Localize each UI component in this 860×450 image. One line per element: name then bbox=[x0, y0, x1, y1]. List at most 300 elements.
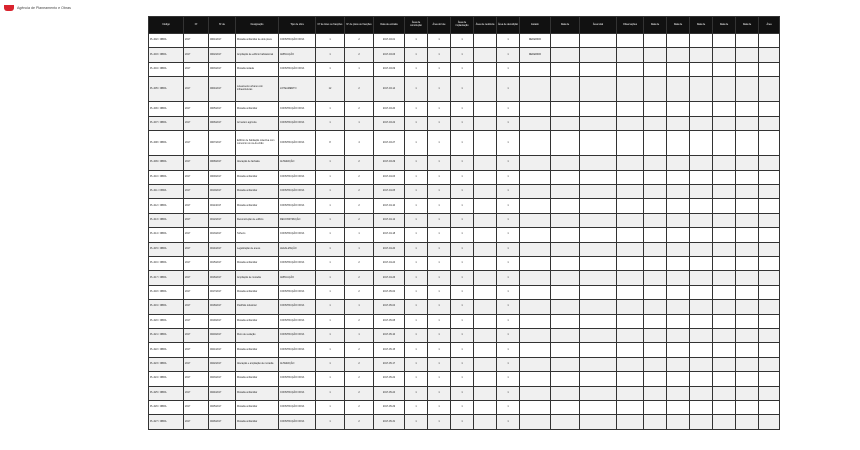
table-cell bbox=[617, 34, 644, 48]
table-cell: 1 bbox=[451, 343, 474, 357]
table-cell bbox=[759, 256, 780, 270]
table-cell: AMPLIAÇÃO bbox=[279, 271, 316, 285]
table-cell: 2017 bbox=[184, 102, 209, 116]
table-cell bbox=[644, 314, 667, 328]
table-cell bbox=[617, 343, 644, 357]
table-cell bbox=[736, 116, 759, 130]
table-cell: 2 bbox=[345, 256, 374, 270]
table-cell: 2017-03-29 bbox=[374, 156, 405, 170]
table-cell: CONSTRUÇÃO NOVA bbox=[279, 131, 316, 156]
table-cell: 2017-05-24 bbox=[374, 386, 405, 400]
table-cell bbox=[520, 156, 551, 170]
table-cell: 1 bbox=[451, 242, 474, 256]
table-cell: 1 bbox=[405, 170, 428, 184]
table-cell: 1 bbox=[497, 62, 520, 76]
table-cell: 1 bbox=[316, 228, 345, 242]
table-cell: Moradia unifamiliar bbox=[236, 102, 279, 116]
table-cell bbox=[736, 314, 759, 328]
table-cell bbox=[520, 372, 551, 386]
table-cell bbox=[736, 77, 759, 102]
table-cell: 0008/2017 bbox=[209, 156, 236, 170]
table-cell bbox=[736, 328, 759, 342]
table-cell: 2 bbox=[345, 156, 374, 170]
table-cell: 1 bbox=[428, 116, 451, 130]
table-cell bbox=[713, 102, 736, 116]
table-cell bbox=[474, 131, 497, 156]
column-header: Data de bbox=[736, 17, 759, 34]
table-cell: 2 bbox=[345, 213, 374, 227]
table-cell bbox=[617, 300, 644, 314]
table-cell: 1 bbox=[497, 256, 520, 270]
table-cell: 1 bbox=[345, 62, 374, 76]
table-cell bbox=[713, 343, 736, 357]
table-cell: 1 bbox=[451, 314, 474, 328]
table-cell bbox=[551, 271, 580, 285]
table-cell bbox=[474, 228, 497, 242]
table-cell: CONSTRUÇÃO NOVA bbox=[279, 401, 316, 415]
table-cell bbox=[667, 62, 690, 76]
table-cell: PL-005 / OBRA bbox=[149, 77, 184, 102]
table-cell: 1 bbox=[451, 328, 474, 342]
table-cell bbox=[759, 48, 780, 62]
table-cell bbox=[667, 131, 690, 156]
table-cell: 2 bbox=[345, 314, 374, 328]
table-cell bbox=[580, 328, 617, 342]
table-cell: 2017 bbox=[184, 34, 209, 48]
table-cell bbox=[551, 242, 580, 256]
table-cell: PL-006 / OBRA bbox=[149, 102, 184, 116]
table-cell bbox=[667, 386, 690, 400]
table-cell: 0021/2017 bbox=[209, 343, 236, 357]
table-cell: Loteamento urbano com infraestruturas bbox=[236, 77, 279, 102]
table-cell: 1 bbox=[497, 242, 520, 256]
table-cell: Telheiro bbox=[236, 228, 279, 242]
table-cell: 2017 bbox=[184, 184, 209, 198]
table-cell bbox=[551, 415, 580, 430]
table-cell: 1 bbox=[405, 401, 428, 415]
table-cell bbox=[474, 386, 497, 400]
table-cell: 1 bbox=[405, 372, 428, 386]
table-row bbox=[149, 328, 780, 342]
table-cell: CONSTRUÇÃO NOVA bbox=[279, 386, 316, 400]
table-cell bbox=[644, 256, 667, 270]
table-cell bbox=[520, 386, 551, 400]
table-cell bbox=[580, 242, 617, 256]
table-cell: Moradia isolada bbox=[236, 62, 279, 76]
table-cell: 2 bbox=[345, 34, 374, 48]
table-row bbox=[149, 102, 780, 116]
table-cell bbox=[644, 386, 667, 400]
table-cell: 2017 bbox=[184, 48, 209, 62]
table-cell: 2017-04-10 bbox=[374, 199, 405, 213]
table-cell bbox=[474, 314, 497, 328]
table-cell: 1 bbox=[451, 131, 474, 156]
table-row bbox=[149, 372, 780, 386]
column-header: Nº de bbox=[209, 17, 236, 34]
table-cell: 0011/2017 bbox=[209, 199, 236, 213]
table-cell bbox=[759, 314, 780, 328]
table-cell: 1 bbox=[405, 256, 428, 270]
table-cell bbox=[520, 184, 551, 198]
table-cell bbox=[759, 34, 780, 48]
table-cell bbox=[690, 328, 713, 342]
table-cell bbox=[551, 77, 580, 102]
table-cell bbox=[617, 116, 644, 130]
table-cell bbox=[667, 228, 690, 242]
table-cell: CONSTRUÇÃO NOVA bbox=[279, 116, 316, 130]
table-cell bbox=[736, 415, 759, 430]
table-cell bbox=[617, 372, 644, 386]
table-cell: PL-015 / OBRA bbox=[149, 242, 184, 256]
table-cell: 2017 bbox=[184, 328, 209, 342]
table-cell bbox=[736, 213, 759, 227]
column-header: Data de bbox=[713, 17, 736, 34]
table-cell: PL-008 / OBRA bbox=[149, 131, 184, 156]
table-cell bbox=[690, 314, 713, 328]
table-cell bbox=[580, 62, 617, 76]
table-cell bbox=[736, 300, 759, 314]
table-cell bbox=[644, 34, 667, 48]
table-cell: 1 bbox=[405, 131, 428, 156]
table-cell bbox=[474, 343, 497, 357]
table-cell bbox=[759, 401, 780, 415]
table-cell bbox=[551, 34, 580, 48]
table-cell bbox=[667, 401, 690, 415]
table-cell bbox=[617, 131, 644, 156]
table-cell bbox=[520, 77, 551, 102]
table-cell: 1 bbox=[497, 116, 520, 130]
column-header: Observações bbox=[617, 17, 644, 34]
table-cell: 1 bbox=[497, 228, 520, 242]
table-cell bbox=[617, 271, 644, 285]
column-header: Data de bbox=[644, 17, 667, 34]
table-cell: 0024/2017 bbox=[209, 386, 236, 400]
table-cell bbox=[551, 328, 580, 342]
table-cell: PL-002 / OBRA bbox=[149, 34, 184, 48]
table-cell bbox=[520, 131, 551, 156]
table-cell bbox=[551, 184, 580, 198]
table-cell: 1 bbox=[428, 300, 451, 314]
table-cell bbox=[713, 62, 736, 76]
table-cell: 2017-03-22 bbox=[374, 116, 405, 130]
table-cell bbox=[644, 213, 667, 227]
table-cell: 1 bbox=[316, 116, 345, 130]
table-cell bbox=[644, 102, 667, 116]
table-cell: PL-016 / OBRA bbox=[149, 256, 184, 270]
table-cell: 1 bbox=[345, 116, 374, 130]
table-cell: 1 bbox=[405, 34, 428, 48]
table-cell bbox=[617, 242, 644, 256]
table-cell bbox=[690, 184, 713, 198]
table-cell: 1 bbox=[451, 271, 474, 285]
table-cell: PL-014 / OBRA bbox=[149, 228, 184, 242]
table-cell bbox=[580, 199, 617, 213]
column-header: Nº de pisos ou fracções bbox=[345, 17, 374, 34]
table-cell: 2017-04-24 bbox=[374, 256, 405, 270]
table-cell bbox=[551, 199, 580, 213]
table-cell bbox=[713, 77, 736, 102]
table-cell: 2017-05-31 bbox=[374, 415, 405, 430]
table-cell: 1 bbox=[428, 314, 451, 328]
table-cell: 1 bbox=[316, 372, 345, 386]
table-cell: 2017-05-10 bbox=[374, 328, 405, 342]
table-cell bbox=[644, 372, 667, 386]
table-cell: 1 bbox=[497, 271, 520, 285]
table-cell bbox=[713, 256, 736, 270]
table-cell: 0012/2017 bbox=[209, 213, 236, 227]
table-cell bbox=[736, 386, 759, 400]
permits-table bbox=[148, 16, 780, 430]
table-cell: 2017 bbox=[184, 213, 209, 227]
table-cell: 1 bbox=[451, 48, 474, 62]
table-cell bbox=[690, 156, 713, 170]
table-cell: 1 bbox=[428, 170, 451, 184]
table-cell bbox=[644, 131, 667, 156]
table-cell: 1 bbox=[345, 300, 374, 314]
table-cell: PL-019 / OBRA bbox=[149, 300, 184, 314]
table-row bbox=[149, 131, 780, 156]
table-cell: 1 bbox=[497, 357, 520, 371]
table-cell bbox=[713, 156, 736, 170]
column-header: Área bbox=[759, 17, 780, 34]
table-cell bbox=[736, 271, 759, 285]
table-cell: PL-011 / OBRA bbox=[149, 184, 184, 198]
table-cell bbox=[551, 228, 580, 242]
table-cell: 2 bbox=[345, 102, 374, 116]
table-cell: 1 bbox=[451, 62, 474, 76]
table-cell bbox=[667, 271, 690, 285]
table-cell bbox=[551, 156, 580, 170]
table-cell: Moradia unifamiliar bbox=[236, 184, 279, 198]
table-cell bbox=[690, 357, 713, 371]
table-cell: 2 bbox=[345, 77, 374, 102]
table-cell: Moradia unifamiliar de dois pisos bbox=[236, 34, 279, 48]
table-cell bbox=[551, 401, 580, 415]
table-cell bbox=[474, 271, 497, 285]
table-cell: 1 bbox=[451, 386, 474, 400]
table-cell: 1 bbox=[451, 34, 474, 48]
table-cell bbox=[713, 34, 736, 48]
table-cell: 1 bbox=[428, 34, 451, 48]
table-cell: 2017-05-04 bbox=[374, 300, 405, 314]
table-cell bbox=[667, 199, 690, 213]
table-cell: 2017-05-08 bbox=[374, 314, 405, 328]
table-cell bbox=[644, 242, 667, 256]
table-cell bbox=[736, 228, 759, 242]
table-cell bbox=[580, 357, 617, 371]
table-row bbox=[149, 343, 780, 357]
table-cell bbox=[474, 77, 497, 102]
table-cell bbox=[667, 170, 690, 184]
logo-icon bbox=[4, 5, 14, 11]
table-cell bbox=[551, 357, 580, 371]
column-header: Área de demolição bbox=[497, 17, 520, 34]
table-cell bbox=[759, 199, 780, 213]
table-cell bbox=[736, 131, 759, 156]
table-cell: RECONSTRUÇÃO bbox=[279, 213, 316, 227]
table-cell bbox=[617, 357, 644, 371]
table-cell: DEFERIDO bbox=[520, 34, 551, 48]
table-cell bbox=[690, 285, 713, 299]
table-cell: 2017 bbox=[184, 386, 209, 400]
table-cell bbox=[644, 357, 667, 371]
table-cell: 2017-04-12 bbox=[374, 213, 405, 227]
table-row bbox=[149, 314, 780, 328]
table-cell: 2017-05-02 bbox=[374, 285, 405, 299]
table-cell: 2017 bbox=[184, 314, 209, 328]
table-cell: 1 bbox=[451, 116, 474, 130]
table-cell: 1 bbox=[405, 415, 428, 430]
table-cell: 1 bbox=[405, 77, 428, 102]
table-cell: 1 bbox=[497, 372, 520, 386]
table-cell bbox=[759, 102, 780, 116]
table-cell: 1 bbox=[316, 386, 345, 400]
table-cell bbox=[713, 300, 736, 314]
column-header: Data de bbox=[551, 17, 580, 34]
table-cell bbox=[617, 62, 644, 76]
table-header-row bbox=[149, 17, 780, 34]
table-cell: 1 bbox=[428, 285, 451, 299]
table-cell: 1 bbox=[345, 242, 374, 256]
table-cell: 1 bbox=[497, 285, 520, 299]
table-cell: 2017-03-20 bbox=[374, 102, 405, 116]
table-cell: 1 bbox=[428, 401, 451, 415]
table-cell bbox=[580, 102, 617, 116]
table-cell bbox=[520, 102, 551, 116]
table-cell: LEGALIZAÇÃO bbox=[279, 242, 316, 256]
table-cell bbox=[474, 256, 497, 270]
table-cell bbox=[759, 357, 780, 371]
table-cell: 2017-03-09 bbox=[374, 62, 405, 76]
table-cell bbox=[580, 256, 617, 270]
table-cell: PL-022 / OBRA bbox=[149, 343, 184, 357]
table-cell: 1 bbox=[428, 271, 451, 285]
table-cell bbox=[690, 242, 713, 256]
table-cell bbox=[713, 213, 736, 227]
table-cell bbox=[759, 242, 780, 256]
table-cell: 1 bbox=[316, 199, 345, 213]
table-cell: 2017 bbox=[184, 242, 209, 256]
table-cell: Alteração de fachada bbox=[236, 156, 279, 170]
table-cell bbox=[474, 184, 497, 198]
table-cell bbox=[736, 242, 759, 256]
table-row bbox=[149, 228, 780, 242]
table-cell bbox=[713, 314, 736, 328]
column-header: Área total bbox=[580, 17, 617, 34]
table-cell bbox=[644, 62, 667, 76]
table-cell: 1 bbox=[451, 199, 474, 213]
table-cell: 2017 bbox=[184, 271, 209, 285]
table-cell bbox=[759, 415, 780, 430]
table-cell: CONSTRUÇÃO NOVA bbox=[279, 328, 316, 342]
table-cell bbox=[520, 256, 551, 270]
table-cell bbox=[474, 328, 497, 342]
table-cell: 1 bbox=[316, 285, 345, 299]
table-cell bbox=[520, 314, 551, 328]
table-cell: 1 bbox=[428, 242, 451, 256]
table-row bbox=[149, 300, 780, 314]
table-cell: 1 bbox=[451, 256, 474, 270]
table-cell: ALTERAÇÃO bbox=[279, 357, 316, 371]
table-cell bbox=[736, 199, 759, 213]
table-cell: PL-007 / OBRA bbox=[149, 116, 184, 130]
table-cell bbox=[667, 343, 690, 357]
table-cell: 2017-05-29 bbox=[374, 401, 405, 415]
table-cell: 0026/2017 bbox=[209, 415, 236, 430]
table-cell bbox=[551, 170, 580, 184]
table-cell bbox=[520, 271, 551, 285]
table-cell: ALTERAÇÃO bbox=[279, 156, 316, 170]
table-cell: 1 bbox=[316, 256, 345, 270]
table-cell bbox=[474, 285, 497, 299]
table-cell bbox=[713, 116, 736, 130]
table-cell: 0018/2017 bbox=[209, 300, 236, 314]
table-cell: 1 bbox=[316, 401, 345, 415]
permits-table-sheet bbox=[148, 16, 772, 430]
table-cell: PL-018 / OBRA bbox=[149, 285, 184, 299]
table-cell: 1 bbox=[428, 415, 451, 430]
table-cell: 1 bbox=[497, 156, 520, 170]
table-cell bbox=[520, 401, 551, 415]
table-cell bbox=[520, 62, 551, 76]
table-cell: CONSTRUÇÃO NOVA bbox=[279, 199, 316, 213]
table-cell: CONSTRUÇÃO NOVA bbox=[279, 256, 316, 270]
table-cell bbox=[617, 102, 644, 116]
table-cell: 1 bbox=[405, 116, 428, 130]
table-cell: PL-020 / OBRA bbox=[149, 314, 184, 328]
table-cell: 1 bbox=[428, 184, 451, 198]
table-cell: Moradia unifamiliar bbox=[236, 256, 279, 270]
table-cell: 8 bbox=[316, 131, 345, 156]
table-cell: PL-010 / OBRA bbox=[149, 170, 184, 184]
table-cell: 2 bbox=[345, 415, 374, 430]
table-cell bbox=[474, 48, 497, 62]
table-cell bbox=[690, 116, 713, 130]
table-cell: DEFERIDO bbox=[520, 48, 551, 62]
table-cell: 2017 bbox=[184, 415, 209, 430]
table-cell: 1 bbox=[497, 131, 520, 156]
table-cell bbox=[580, 415, 617, 430]
table-row bbox=[149, 213, 780, 227]
table-cell: 1 bbox=[428, 77, 451, 102]
table-cell bbox=[474, 34, 497, 48]
table-cell: 2017-03-14 bbox=[374, 77, 405, 102]
table-cell bbox=[736, 401, 759, 415]
table-cell: 1 bbox=[405, 62, 428, 76]
table-cell: 1 bbox=[428, 102, 451, 116]
table-cell: 1 bbox=[316, 34, 345, 48]
table-cell bbox=[736, 343, 759, 357]
table-cell: 1 bbox=[316, 300, 345, 314]
table-cell bbox=[667, 34, 690, 48]
table-cell bbox=[644, 271, 667, 285]
column-header: Área de construção bbox=[405, 17, 428, 34]
table-cell: Edifício de habitação colectiva com comércio no rés-do-chão bbox=[236, 131, 279, 156]
table-cell: Moradia unifamiliar bbox=[236, 343, 279, 357]
table-cell: 0010/2017 bbox=[209, 184, 236, 198]
table-cell bbox=[644, 170, 667, 184]
table-cell bbox=[759, 271, 780, 285]
table-cell: 2017 bbox=[184, 343, 209, 357]
table-cell: 0013/2017 bbox=[209, 228, 236, 242]
table-cell bbox=[580, 386, 617, 400]
table-cell: 2 bbox=[345, 170, 374, 184]
table-cell bbox=[520, 300, 551, 314]
table-cell: PL-025 / OBRA bbox=[149, 386, 184, 400]
table-cell: 1 bbox=[497, 77, 520, 102]
table-cell: 2017 bbox=[184, 300, 209, 314]
table-cell bbox=[759, 77, 780, 102]
